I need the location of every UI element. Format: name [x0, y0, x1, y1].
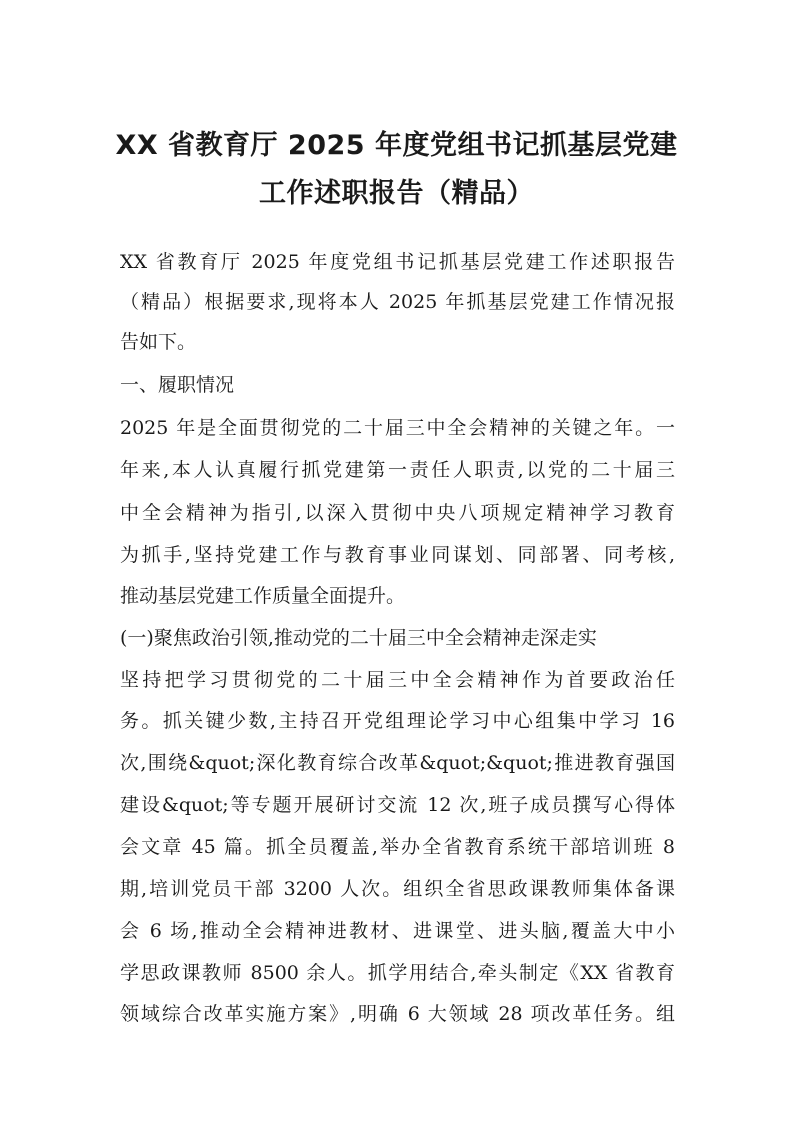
- section-heading: 一、履职情况: [120, 374, 235, 396]
- body-line: 会文章 45 篇。抓全员覆盖,举办全省教育系统干部培训班 8: [120, 836, 675, 858]
- body-line: 2025 年是全面贯彻党的二十届三中全会精神的关键之年。一: [120, 417, 675, 439]
- body-line: 会 6 场,推动全会精神进教材、进课堂、进头脑,覆盖大中小: [120, 920, 675, 942]
- body-line: 务。抓关键少数,主持召开党组理论学习中心组集中学习 16: [120, 710, 675, 732]
- body-line: 次,围绕&quot;深化教育综合改革&quot;&quot;推进教育强国: [120, 752, 675, 774]
- body-line: （精品）根据要求,现将本人 2025 年抓基层党建工作情况报: [120, 291, 675, 313]
- body-line: 期,培训党员干部 3200 人次。组织全省思政课教师集体备课: [120, 878, 675, 900]
- body-line: XX 省教育厅 2025 年度党组书记抓基层党建工作述职报告: [120, 251, 675, 273]
- body-line: 中全会精神为指引,以深入贯彻中央八项规定精神学习教育: [120, 502, 675, 524]
- subsection-heading: (一)聚焦政治引领,推动党的二十届三中全会精神走深走实: [120, 627, 597, 649]
- document-title-line-2: 工作述职报告（精品）: [259, 178, 534, 209]
- body-line: 领域综合改革实施方案》,明确 6 大领域 28 项改革任务。组: [120, 1003, 675, 1025]
- body-line: 学思政课教师 8500 余人。抓学用结合,牵头制定《XX 省教育: [120, 962, 675, 984]
- body-line: 告如下。: [120, 331, 197, 353]
- body-line: 为抓手,坚持党建工作与教育事业同谋划、同部署、同考核,: [120, 544, 675, 566]
- body-line: 推动基层党建工作质量全面提升。: [120, 585, 406, 607]
- body-line: 坚持把学习贯彻党的二十届三中全会精神作为首要政治任: [120, 669, 675, 691]
- document-title-line-1: XX 省教育厅 2025 年度党组书记抓基层党建: [115, 130, 678, 161]
- body-line: 年来,本人认真履行抓党建第一责任人职责,以党的二十届三: [120, 459, 675, 481]
- body-line: 建设&quot;等专题开展研讨交流 12 次,班子成员撰写心得体: [120, 794, 675, 816]
